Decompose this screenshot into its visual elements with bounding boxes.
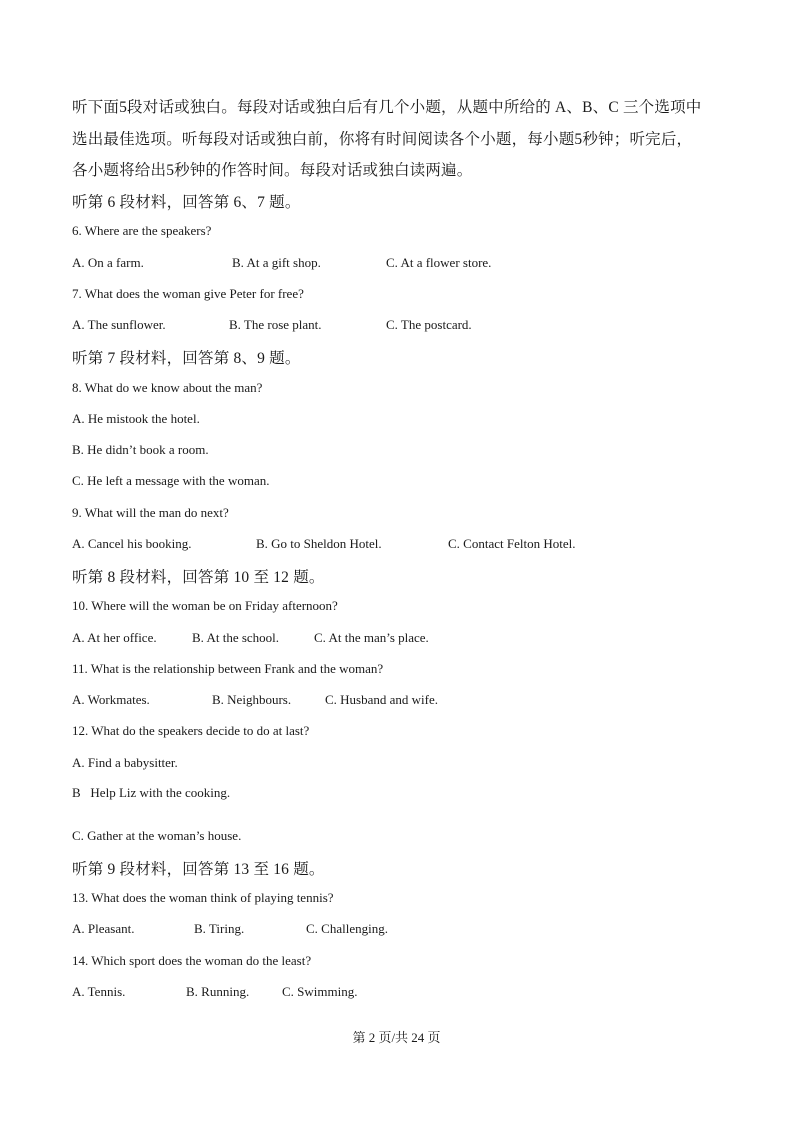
option-7c: C. The postcard. [386, 317, 472, 332]
option-8a: A. He mistook the hotel. [72, 411, 200, 426]
option-12b: B Help Liz with the cooking. [72, 785, 231, 800]
option-14c: C. Swimming. [282, 984, 358, 999]
question-8: 8. What do we know about the man? [72, 380, 263, 395]
question-11: 11. What is the relationship between Frank and the woman? [72, 661, 384, 676]
option-7b: B. The rose plant. [229, 317, 322, 332]
page-number-footer: 第 2 页/共 24 页 [352, 1030, 441, 1045]
option-10a: A. At her office. [72, 630, 157, 645]
option-13a: A. Pleasant. [72, 921, 135, 936]
option-9c: C. Contact Felton Hotel. [448, 536, 576, 551]
question-12: 12. What do the speakers decide to do at last? [72, 723, 310, 738]
instructions-line-2: 选出最佳选项。听每段对话或独白前，你将有时间阅读各个小题，每小题5秒钟；听完后， [72, 131, 693, 148]
option-6a: A. On a farm. [72, 255, 144, 270]
question-7: 7. What does the woman give Peter for free? [72, 286, 304, 301]
option-8b: B. He didn’t book a room. [72, 442, 209, 457]
option-11c: C. Husband and wife. [325, 692, 439, 707]
option-9a: A. Cancel his booking. [72, 536, 192, 551]
option-12c: C. Gather at the woman’s house. [72, 828, 242, 843]
section-header: 听第 8 段材料，回答第 10 至 12 题。 [72, 569, 325, 586]
question-13: 13. What does the woman think of playing tennis? [72, 890, 334, 905]
option-6b: B. At a gift shop. [232, 255, 321, 270]
section-header: 听第 9 段材料，回答第 13 至 16 题。 [72, 861, 325, 878]
question-9: 9. What will the man do next? [72, 505, 229, 520]
option-6c: C. At a flower store. [386, 255, 492, 270]
option-11b: B. Neighbours. [212, 692, 292, 707]
option-12a: A. Find a babysitter. [72, 755, 178, 770]
option-14a: A. Tennis. [72, 984, 126, 999]
option-7a: A. The sunflower. [72, 317, 166, 332]
option-13b: B. Tiring. [194, 921, 245, 936]
option-9b: B. Go to Sheldon Hotel. [256, 536, 382, 551]
option-10b: B. At the school. [192, 630, 280, 645]
option-11a: A. Workmates. [72, 692, 150, 707]
option-10c: C. At the man’s place. [314, 630, 429, 645]
question-14: 14. Which sport does the woman do the least? [72, 953, 312, 968]
question-6: 6. Where are the speakers? [72, 223, 212, 238]
option-8c: C. He left a message with the woman. [72, 473, 270, 488]
question-10: 10. Where will the woman be on Friday afternoon? [72, 598, 338, 613]
instructions-line-3: 各小题将给出5秒钟的作答时间。每段对话或独白读两遍。 [72, 162, 473, 179]
section-header: 听第 7 段材料，回答第 8、9 题。 [72, 350, 301, 367]
option-14b: B. Running. [186, 984, 250, 999]
instructions-line-1: 听下面5段对话或独白。每段对话或独白后有几个小题，从题中所给的 A、B、C 三个选项中 [72, 99, 702, 116]
section-header: 听第 6 段材料，回答第 6、7 题。 [72, 194, 301, 211]
option-13c: C. Challenging. [306, 921, 388, 936]
